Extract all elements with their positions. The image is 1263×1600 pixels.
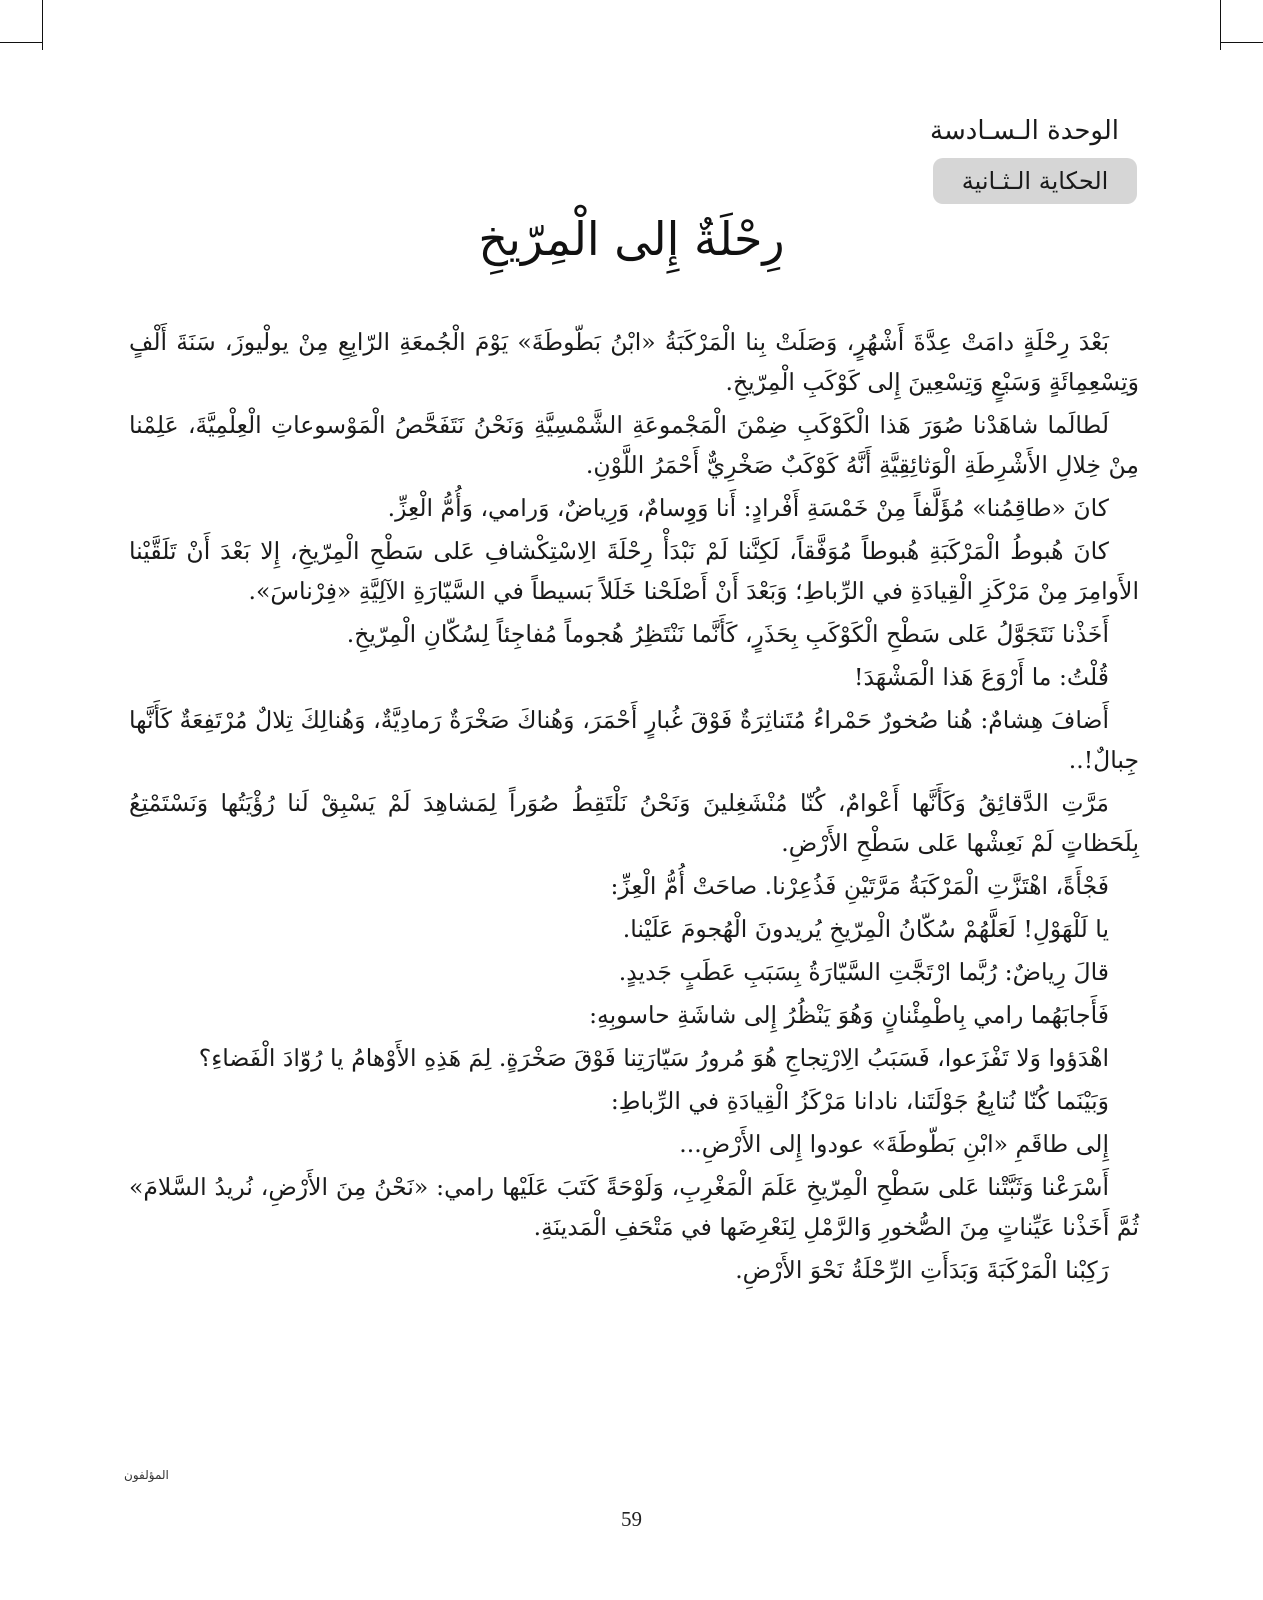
story-label-badge: [933, 158, 1137, 204]
paragraph: أَسْرَعْنا وَثَبَّتْنا عَلى سَطْحِ الْمِرّيخِ عَلَمَ الْمَغْرِبِ، وَلَوْحَةً كَتَبَ عَلَيْها رامي: «نَحْنُ مِنَ الأَرْضِ، نُريدُ السَّلامَ» ثُمَّ أَخَذْنا عَيِّناتٍ مِنَ الصُّخورِ وَالرَّمْلِ لِنَعْرِضَها في مَتْحَفِ الْمَدينَةِ.: [129, 1173, 1139, 1241]
crop-mark-side-left: [0, 42, 42, 43]
page-number: 59: [621, 1507, 642, 1531]
paragraph: فَأَجابَهُما رامي بِاطْمِئْنانٍ وَهُوَ يَنْظُرُ إِلى شاشَةِ حاسوبِهِ:: [589, 1001, 1109, 1029]
paragraph: قالَ رِياضٌ: رُبَّما ارْتَجَّتِ السَّيّارَةُ بِسَبَبِ عَطَبٍ جَديدٍ.: [618, 958, 1109, 986]
paragraph: مَرَّتِ الدَّقائِقُ وَكَأَنَّها أَعْوامٌ، كُنّا مُنْشَغِلينَ وَنَحْنُ نَلْتَقِطُ صُوَراً لِمَشاهِدَ لَمْ يَسْبِقْ لَنا رُؤْيَتُها وَنَسْتَمْتِعُ بِلَحَظاتٍ لَمْ نَعِشْها عَلى سَطْحِ الأَرْضِ.: [129, 789, 1139, 857]
paragraph: لَطالَما شاهَدْنا صُوَرَ هَذا الْكَوْكَبِ ضِمْنَ الْمَجْموعَةِ الشَّمْسِيَّةِ وَنَحْنُ نَتَفَحَّصُ الْمَوْسوعاتِ الْعِلْمِيَّةَ، عَلِمْنا مِنْ خِلالِ الأَشْرِطَةِ الْوَثائِقِيَّةِ أَنَّهُ كَوْكَبٌ صَخْرِيٌّ أَحْمَرُ اللَّوْنِ.: [129, 411, 1139, 479]
story-body: [129, 322, 1139, 1293]
unit-title: الوحدة الـسـادسة: [930, 116, 1119, 146]
crop-mark-side-right: [1221, 42, 1263, 43]
paragraph: إِلى طاقَمِ «ابْنِ بَطّوطَةَ» عودوا إِلى الأَرْضِ...: [679, 1130, 1109, 1158]
paragraph: بَعْدَ رِحْلَةٍ دامَتْ عِدَّةَ أَشْهُرٍ، وَصَلَتْ بِنا الْمَرْكَبَةُ «ابْنُ بَطّوطَةَ» يَوْمَ الْجُمعَةِ الرّابِعِ مِنْ يولْيوزَ، سَنَةَ أَلْفٍ وَتِسْعِمِائَةٍ وَسَبْعٍ وَتِسْعِينَ إِلى كَوْكَبِ الْمِرّيخِ.: [129, 328, 1139, 396]
paragraph: فَجْأَةً، اهْتَزَّتِ الْمَرْكَبَةُ مَرَّتَيْنِ فَذُعِرْنا. صاحَتْ أُمُّ الْعِزِّ:: [610, 872, 1109, 900]
paragraph: أَضافَ هِشامٌ: هُنا صُخورٌ حَمْراءُ مُتَناثِرَةٌ فَوْقَ غُبارٍ أَحْمَرَ، وَهُناكَ صَخْرَةٌ رَمادِيَّةٌ، وَهُنالِكَ تِلالٌ مُرْتَفِعَةٌ كَأَنَّها جِبالٌ!..: [129, 706, 1139, 774]
story-title: رِحْلَةٌ إِلى الْمِرّيخِ: [478, 212, 785, 266]
paragraph: اهْدَؤوا وَلا تَفْزَعوا، فَسَبَبُ الِارْتِجاجِ هُوَ مُرورُ سَيّارَتِنا فَوْقَ صَخْرَةٍ. لِمَ هَذِهِ الأَوْهامُ يا رُوّادَ الْفَضاءِ؟: [198, 1044, 1109, 1072]
paragraph: قُلْتُ: ما أَرْوَعَ هَذا الْمَشْهَدَ!: [854, 663, 1109, 691]
paragraph: أَخَذْنا نَتَجَوَّلُ عَلى سَطْحِ الْكَوْكَبِ بِحَذَرٍ، كَأَنَّما نَنْتَظِرُ هُجوماً مُفاجِئاً لِسُكّانِ الْمِرّيخِ.: [346, 620, 1109, 648]
crop-mark-top-left: [42, 0, 43, 50]
author-credit: المؤلفون: [124, 1468, 169, 1482]
paragraph: رَكِبْنا الْمَرْكَبَةَ وَبَدَأَتِ الرِّحْلَةُ نَحْوَ الأَرْضِ.: [735, 1256, 1109, 1284]
paragraph: وَبَيْنَما كُنّا نُتابِعُ جَوْلَتَنا، نادانا مَرْكَزُ الْقِيادَةِ في الرِّباطِ:: [610, 1087, 1109, 1115]
paragraph: كانَ هُبوطُ الْمَرْكَبَةِ هُبوطاً مُوَفَّقاً، لَكِنَّنا لَمْ نَبْدَأْ رِحْلَةَ الِاسْتِكْشافِ عَلى سَطْحِ الْمِرّيخِ، إِلا بَعْدَ أَنْ تَلَقَّيْنا الأَوامِرَ مِنْ مَرْكَزِ الْقِيادَةِ في الرِّباطِ؛ وَبَعْدَ أَنْ أَصْلَحْنا خَلَلاً بَسيطاً في السَّيّارَةِ الآلِيَّةِ «فِرْناسَ».: [129, 537, 1139, 605]
story-label: الحكاية الـثـانية: [961, 167, 1109, 195]
paragraph: كانَ «طاقِمُنا» مُؤَلَّفاً مِنْ خَمْسَةِ أَفْرادٍ: أَنا وَوِسامٌ، وَرِياضٌ، وَرامي، وَأُمُّ الْعِزِّ.: [387, 494, 1109, 522]
paragraph: يا لَلْهَوْلِ! لَعَلَّهُمْ سُكّانُ الْمِرّيخِ يُريدونَ الْهُجومَ عَلَيْنا.: [622, 915, 1109, 943]
